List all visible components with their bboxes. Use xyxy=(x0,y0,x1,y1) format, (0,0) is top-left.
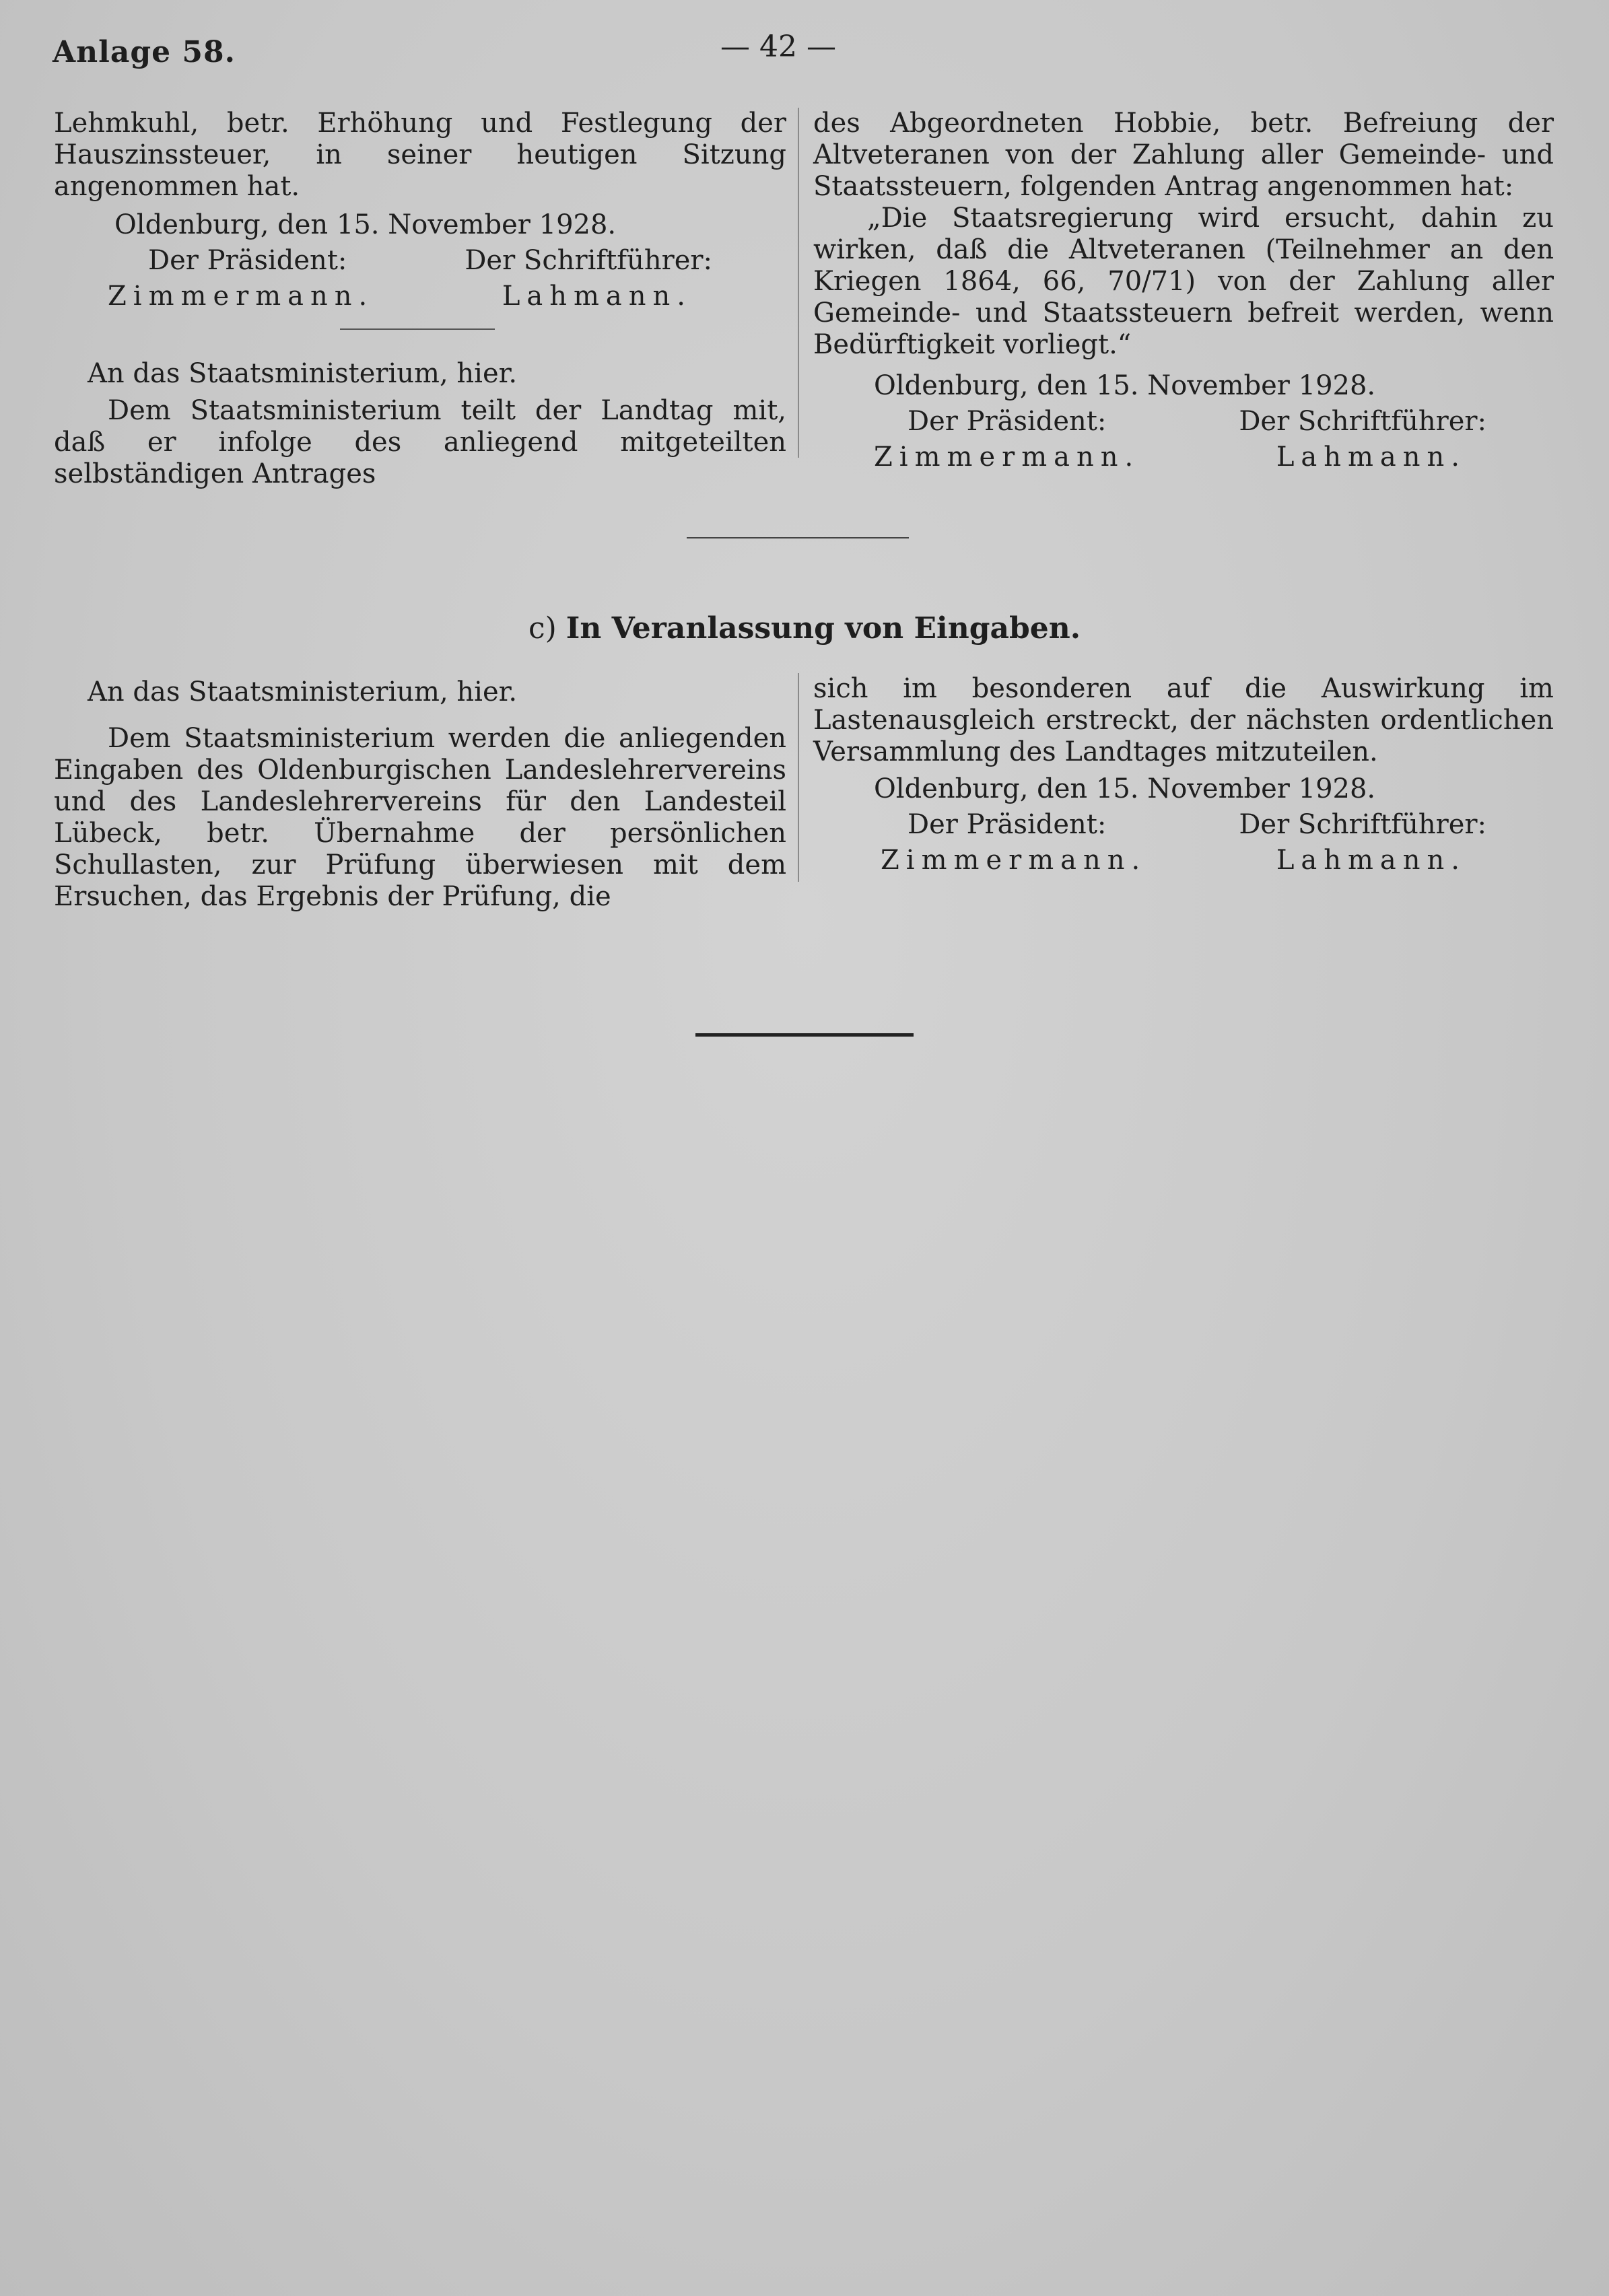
date-line: Oldenburg, den 15. November 1928. xyxy=(874,370,1376,401)
column-divider xyxy=(798,673,799,882)
divider-short xyxy=(340,328,495,330)
motion-quote: „Die Staatsregierung wird ersucht, dahin zu wirken, daß die Altveteranen (Teilnehmer an den Kriegen 1864, 66, 70/71) von der Zahlung aller Gemeinde- und Staatssteuern befreit werden, wenn Bedürftigkeit vorliegt.“ xyxy=(813,203,1554,360)
president-name: Zimmermann. xyxy=(874,442,1140,473)
column-divider xyxy=(798,108,799,458)
continuation-paragraph: sich im besonderen auf die Auswirkung im Lastenausgleich erstreckt, der nächsten ordentlichen Versammlung des Landtages mitzuteilen. xyxy=(813,673,1554,767)
section-heading xyxy=(0,611,1609,646)
letter-paragraph: Dem Staatsministerium werden die anliegenden Eingaben des Oldenburgischen Landeslehrervereins und des Landeslehrervereins für den Landesteil Lübeck, betr. Übernahme der persönlichen Schullasten, zur Prüfung überwiesen mit dem Ersuchen, das Ergebnis der Prüfung, die xyxy=(54,723,786,912)
top-right-column xyxy=(813,108,1554,473)
section-divider xyxy=(687,537,909,538)
secretary-name: Lahmann. xyxy=(1276,442,1466,473)
letter-paragraph: Dem Staatsministerium teilt der Landtag mit, daß er infolge des anliegend mitgeteilten selbständigen Antrages xyxy=(54,395,786,489)
secretary-title: Der Schriftführer: xyxy=(1239,406,1486,437)
signature-titles xyxy=(813,809,1554,841)
signature-names xyxy=(54,281,786,312)
signature-names xyxy=(813,845,1554,876)
president-title: Der Präsident: xyxy=(908,809,1107,840)
addressee: An das Staatsministerium, hier. xyxy=(88,676,518,707)
top-left-column xyxy=(54,108,786,490)
president-name: Zimmermann. xyxy=(108,281,374,312)
date-line: Oldenburg, den 15. November 1928. xyxy=(874,773,1376,804)
president-title: Der Präsident: xyxy=(148,245,347,276)
continuation-paragraph: Lehmkuhl, betr. Erhöhung und Festlegung der Hauszinssteuer, in seiner heutigen Sitzung angenommen hat. xyxy=(54,108,786,202)
section-label: c) xyxy=(528,611,557,646)
end-rule xyxy=(695,1033,914,1037)
president-title: Der Präsident: xyxy=(908,406,1107,437)
secretary-name: Lahmann. xyxy=(1276,845,1466,876)
date-line: Oldenburg, den 15. November 1928. xyxy=(114,209,617,240)
c-left-column xyxy=(54,676,786,913)
annex-label: Anlage 58. xyxy=(53,35,236,69)
signature-names xyxy=(813,442,1554,473)
signature-titles xyxy=(813,406,1554,438)
addressee: An das Staatsministerium, hier. xyxy=(88,358,518,389)
signature-titles xyxy=(54,245,786,277)
secretary-title: Der Schriftführer: xyxy=(1239,809,1486,840)
page-number: — 42 — xyxy=(720,30,836,64)
section-title: In Veranlassung von Eingaben. xyxy=(566,611,1081,646)
president-name: Zimmermann. xyxy=(881,845,1147,876)
motion-paragraph: des Abgeordneten Hobbie, betr. Befreiung der Altveteranen von der Zahlung aller Gemeinde- und Staatssteuern, folgenden Antrag angenommen hat: xyxy=(813,108,1554,202)
secretary-title: Der Schriftführer: xyxy=(465,245,712,276)
c-right-column xyxy=(813,673,1554,876)
secretary-name: Lahmann. xyxy=(502,281,692,312)
